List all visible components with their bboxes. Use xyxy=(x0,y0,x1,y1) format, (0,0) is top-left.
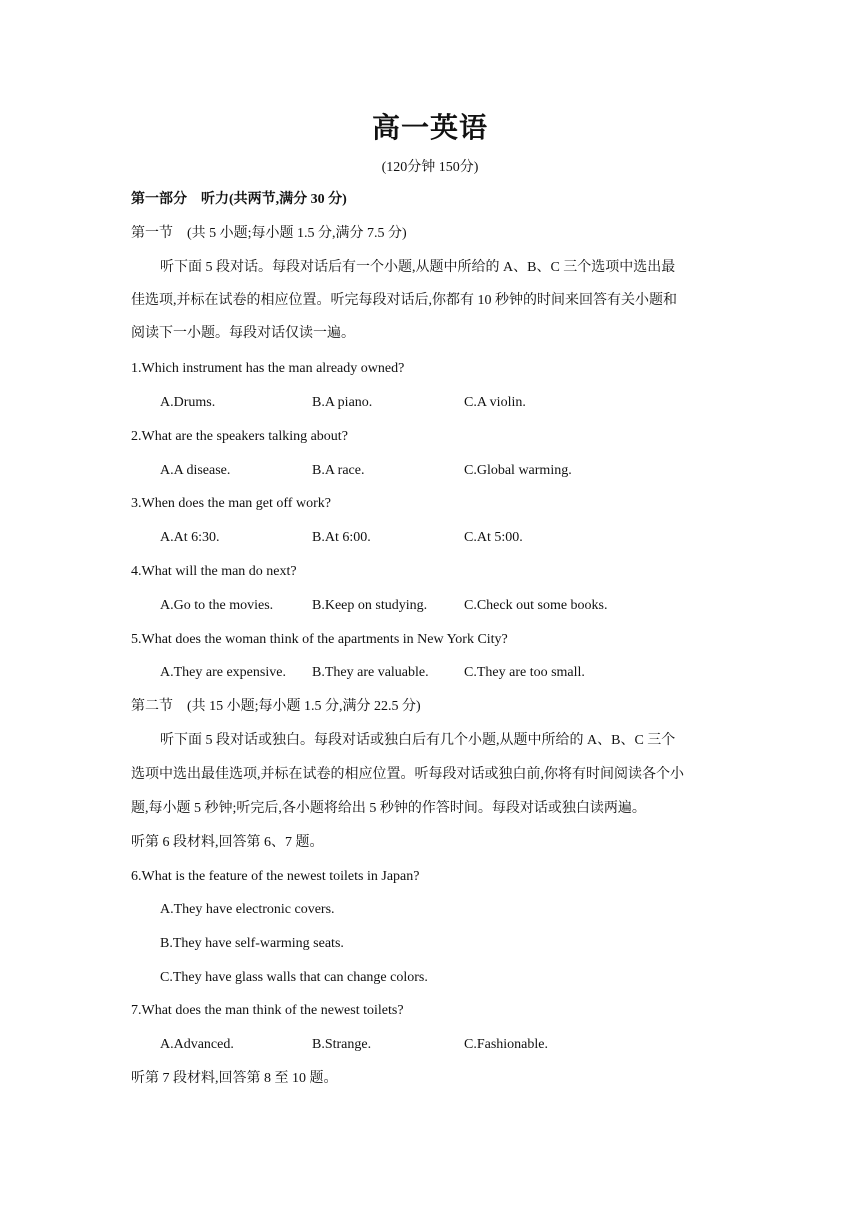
section2-instruction-line: 题,每小题 5 秒钟;听完后,各小题将给出 5 秒钟的作答时间。每段对话或独白读两遍。 xyxy=(131,801,646,816)
page-title: 高一英语 xyxy=(371,111,488,144)
section2-instruction-line: 听下面 5 段对话或独白。每段对话或独白后有几个小题,从题中所给的 A、B、C 三个 xyxy=(160,733,676,748)
section1-detail: (共 5 小题;每小题 1.5 分,满分 7.5 分) xyxy=(187,226,407,241)
q3-option-a: A.At 6:30. xyxy=(160,530,220,545)
q5-option-c: C.They are too small. xyxy=(464,665,585,680)
section2-label: 第二节 xyxy=(131,699,173,714)
material-7-note: 听第 7 段材料,回答第 8 至 10 题。 xyxy=(131,1071,338,1086)
question-5: 5.What does the woman think of the apartments in New York City? xyxy=(131,632,508,647)
q5-option-b: B.They are valuable. xyxy=(312,665,429,680)
material-6-note: 听第 6 段材料,回答第 6、7 题。 xyxy=(131,835,324,850)
question-2: 2.What are the speakers talking about? xyxy=(131,429,348,444)
q6-option-a: A.They have electronic covers. xyxy=(160,902,335,917)
q1-option-a: A.Drums. xyxy=(160,395,216,410)
q1-option-b: B.A piano. xyxy=(312,395,373,410)
section2-instruction-line: 选项中选出最佳选项,并标在试卷的相应位置。听每段对话或独白前,你将有时间阅读各个小 xyxy=(131,767,684,782)
q7-option-b: B.Strange. xyxy=(312,1037,372,1052)
q4-option-a: A.Go to the movies. xyxy=(160,598,274,613)
q7-option-a: A.Advanced. xyxy=(160,1037,234,1052)
q2-option-a: A.A disease. xyxy=(160,463,231,478)
section2-detail: (共 15 小题;每小题 1.5 分,满分 22.5 分) xyxy=(187,699,421,714)
section1-instruction-line: 听下面 5 段对话。每段对话后有一个小题,从题中所给的 A、B、C 三个选项中选出最 xyxy=(160,260,676,275)
q4-option-c: C.Check out some books. xyxy=(464,598,608,613)
q7-option-c: C.Fashionable. xyxy=(464,1037,548,1052)
question-4: 4.What will the man do next? xyxy=(131,564,297,579)
q6-option-b: B.They have self-warming seats. xyxy=(160,936,344,951)
q3-option-b: B.At 6:00. xyxy=(312,530,371,545)
page-subtitle: (120分钟 150分) xyxy=(381,160,479,175)
question-6: 6.What is the feature of the newest toilets in Japan? xyxy=(131,869,420,884)
q1-option-c: C.A violin. xyxy=(464,395,526,410)
q3-option-c: C.At 5:00. xyxy=(464,530,523,545)
section1-instruction-line: 佳选项,并标在试卷的相应位置。听完每段对话后,你都有 10 秒钟的时间来回答有关小题和 xyxy=(131,293,677,308)
section1-label: 第一节 xyxy=(131,226,173,241)
q5-option-a: A.They are expensive. xyxy=(160,665,286,680)
question-7: 7.What does the man think of the newest toilets? xyxy=(131,1003,404,1018)
question-3: 3.When does the man get off work? xyxy=(131,496,331,511)
q6-option-c: C.They have glass walls that can change colors. xyxy=(160,970,428,985)
section2-heading xyxy=(131,697,421,717)
part1-heading: 第一部分 听力(共两节,满分 30 分) xyxy=(131,192,347,207)
question-1: 1.Which instrument has the man already owned? xyxy=(131,361,405,376)
q2-option-c: C.Global warming. xyxy=(464,463,572,478)
q4-option-b: B.Keep on studying. xyxy=(312,598,428,613)
section1-heading xyxy=(131,224,407,244)
section1-instruction-line: 阅读下一小题。每段对话仅读一遍。 xyxy=(131,326,355,341)
q2-option-b: B.A race. xyxy=(312,463,365,478)
